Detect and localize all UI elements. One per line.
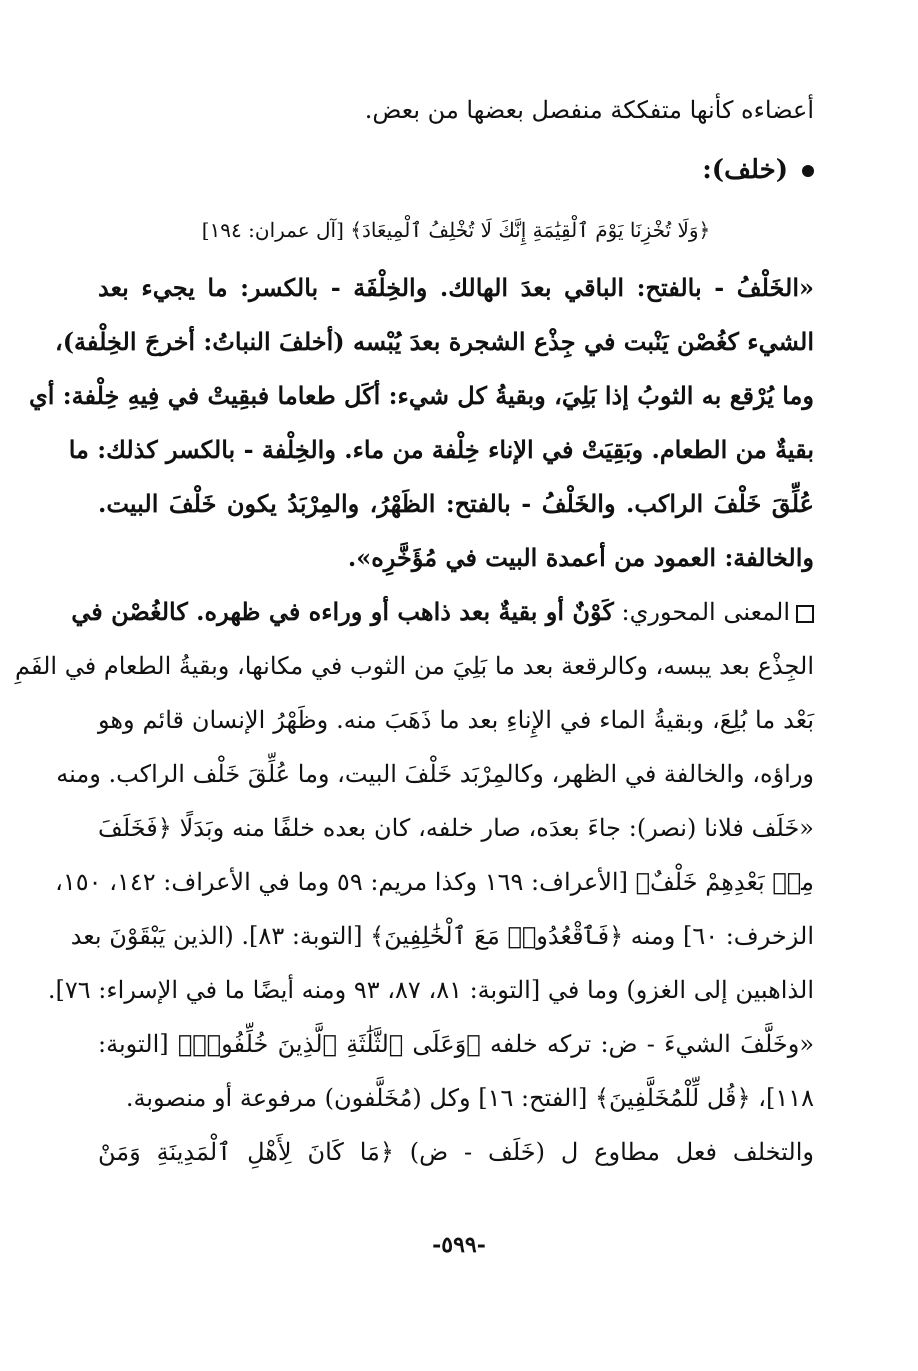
text-line: «خَلَف فلانا (نصر): جاءَ بعدَه، صار خلفه، كان بعده خلفًا منه وبَدَلًا ﴿فَخَلَفَ (98, 814, 814, 842)
text-line: «الخَلْفُ - بالفتح: الباقي بعدَ الهالك. والخِلْفَة - بالكسر: ما يجيء بعد (98, 273, 814, 302)
text-line: «وخَلَّفَ الشيءَ - ض: تركه خلفه ﴿وَعَلَى ٱلثَّلَٰثَةِ ٱلَّذِينَ خُلِّفُوا۟﴾ [التوبة: (98, 1030, 814, 1058)
heading-text: (خلف): (702, 155, 788, 185)
core-meaning-line (71, 590, 814, 634)
square-icon (796, 605, 814, 623)
text-line: بقيةٌ من الطعام. وبَقِيَتْ في الإناء خِلْفة من ماء. والخِلْفة - بالكسر كذلك: ما (68, 435, 814, 464)
text-line: الجِذْع بعد يبسه، وكالرقعة بعد ما بَلِيَ من الثوب في مكانها، وبقيةُ الطعام في الفَمِ (15, 652, 814, 680)
text-line: الزخرف: ٦٠] ومنه ﴿فَٱقْعُدُوا۟ مَعَ ٱلْخَٰلِفِينَ﴾ [التوبة: ٨٣]. (الذين يَبْقَوْنَ بعد (70, 922, 814, 950)
bullet-icon (802, 165, 814, 177)
text-line: والتخلف فعل مطاوع ل (خَلَف - ض) ﴿مَا كَانَ لِأَهْلِ ٱلْمَدِينَةِ وَمَنْ (98, 1138, 814, 1166)
core-meaning-text: كَوْنٌ أو بقيةٌ بعد ذاهب أو وراءه في ظهره. كالغُصْن في (71, 597, 614, 626)
text-line: الشيء كغُصْن يَنْبت في جِذْع الشجرة بعدَ يُبْسه (أخلفَ النباتُ: أخرجَ الخِلْفة)، (54, 327, 814, 356)
text-line: والخالفة: العمود من أعمدة البيت في مُؤَخَّرِه». (347, 543, 814, 572)
core-meaning-label: المعنى المحوري: (621, 598, 790, 626)
text-line: مِنۢ بَعْدِهِمْ خَلْفٌ﴾ [الأعراف: ١٦٩ وكذا مريم: ٥٩ وما في الأعراف: ١٤٢، ١٥٠، (55, 868, 814, 896)
text-line: أعضاءه كأنها متفككة منفصل بعضها من بعض. (364, 96, 814, 124)
text-line: وراؤه، والخالفة في الظهر، وكالمِرْبَد خَلْفَ البيت، وما عُلِّقَ خَلْف الراكب. ومنه (56, 760, 814, 788)
text-line: وما يُرْقع به الثوبُ إذا بَلِيَ، وبقيةُ كل شيء: أكَل طعاما فبقِيتْ في فِيهِ خِلْفة: أي (28, 381, 814, 410)
text-line: عُلِّقَ خَلْفَ الراكب. والخَلْفُ - بالفتح: الظَهْرُ، والمِرْبَدُ يكون خَلْفَ البيت. (98, 489, 814, 518)
text-line: ١١٨]، ﴿قُل لِّلْمُخَلَّفِينَ﴾ [الفتح: ١٦] وكل (مُخَلَّفون) مرفوعة أو منصوبة. (125, 1084, 814, 1112)
entry-heading (98, 148, 814, 192)
text-line: بَعْد ما بُلِعَ، وبقيةُ الماء في الإِناءِ بعد ما ذَهَبَ منه. وظَهْرُ الإنسان قائم وهو (98, 706, 814, 734)
page-number: -٥٩٩- (432, 1232, 486, 1258)
quran-verse: ﴿وَلَا تُخْزِنَا يَوْمَ ٱلْقِيَٰمَةِ إِنَّكَ لَا تُخْلِفُ ٱلْمِيعَادَ﴾ [آل عمران: ١٩٤] (201, 218, 711, 242)
text-line: الذاهبين إلى الغزو) وما في [التوبة: ٨١، ٨٧، ٩٣ ومنه أيضًا ما في الإسراء: ٧٦]. (47, 976, 814, 1004)
